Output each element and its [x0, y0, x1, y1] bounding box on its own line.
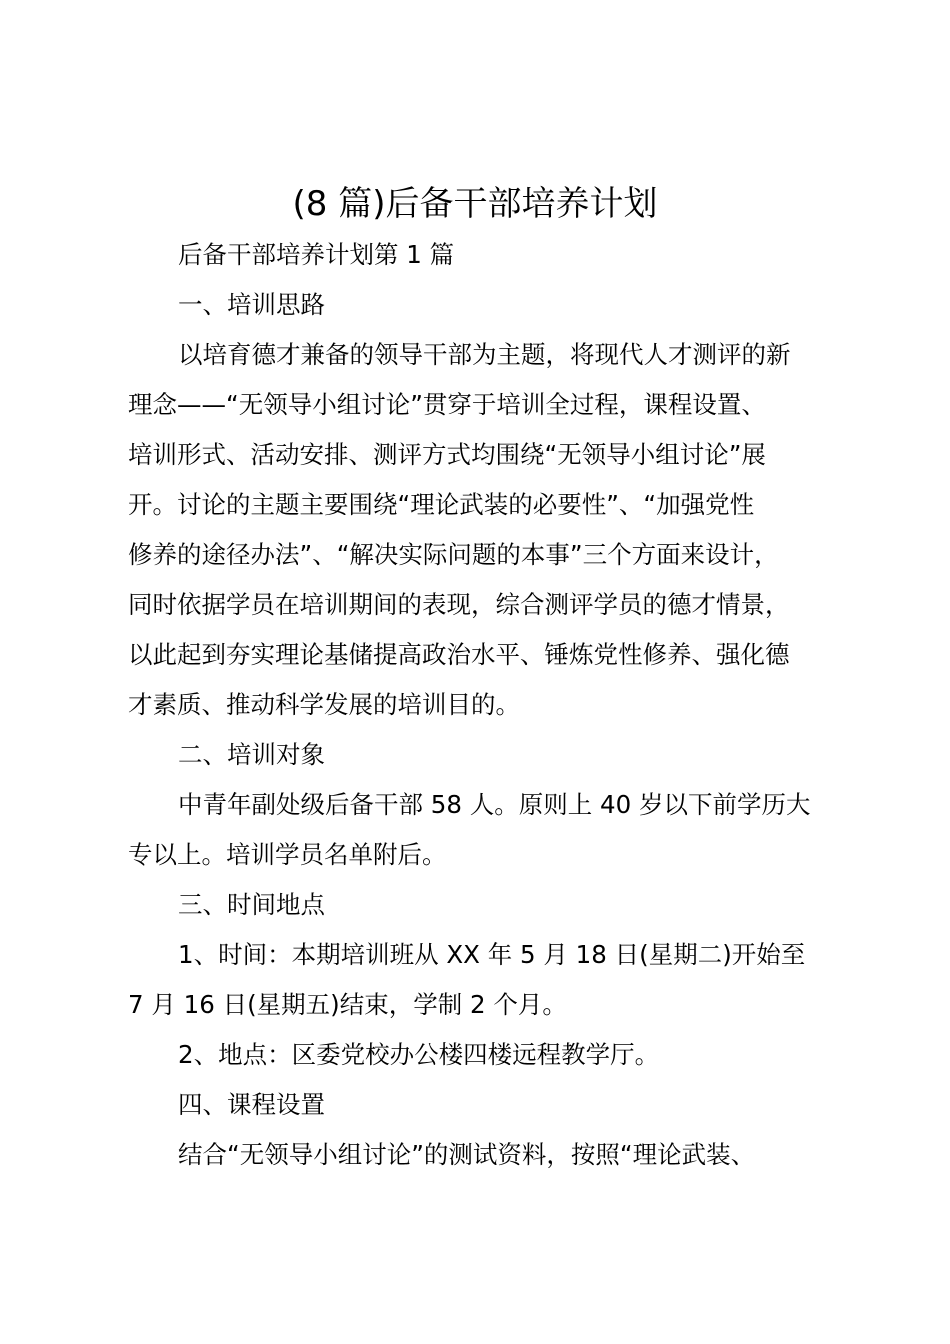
heading-time-location: 三、时间地点 — [178, 890, 325, 919]
section-heading-part-1: 后备干部培养计划第 1 篇 — [178, 240, 455, 269]
paragraph-line: 结合“无领导小组讨论”的测试资料，按照“理论武装、 — [178, 1140, 756, 1169]
paragraph-line: 培训形式、活动安排、测评方式均围绕“无领导小组讨论”展 — [128, 440, 766, 469]
paragraph-line: 同时依据学员在培训期间的表现，综合测评学员的德才情景， — [128, 590, 790, 619]
paragraph-line: 开。讨论的主题主要围绕“理论武装的必要性”、“加强党性 — [128, 490, 755, 519]
paragraph-line: 以此起到夯实理论基储提高政治水平、锤炼党性修养、强化德 — [128, 640, 790, 669]
paragraph-line: 中青年副处级后备干部 58 人。原则上 40 岁以下前学历大 — [178, 790, 811, 819]
paragraph-line: 修养的途径办法”、“解决实际问题的本事”三个方面来设计， — [128, 540, 779, 569]
paragraph-line: 理念——“无领导小组讨论”贯穿于培训全过程，课程设置、 — [128, 390, 766, 419]
paragraph-line: 1、时间：本期培训班从 XX 年 5 月 18 日(星期二)开始至 — [178, 940, 806, 969]
paragraph-line: 以培育德才兼备的领导干部为主题，将现代人才测评的新 — [178, 340, 791, 369]
heading-training-target: 二、培训对象 — [178, 740, 325, 769]
heading-training-approach: 一、培训思路 — [178, 290, 325, 319]
paragraph-line: 才素质、推动科学发展的培训目的。 — [128, 690, 520, 719]
heading-course-setup: 四、课程设置 — [178, 1090, 325, 1119]
paragraph-line: 2、地点：区委党校办公楼四楼远程教学厅。 — [178, 1040, 660, 1069]
paragraph-line: 7 月 16 日(星期五)结束，学制 2 个月。 — [128, 990, 567, 1019]
paragraph-line: 专以上。培训学员名单附后。 — [128, 840, 447, 869]
document-title: (8 篇)后备干部培养计划 — [292, 184, 658, 224]
